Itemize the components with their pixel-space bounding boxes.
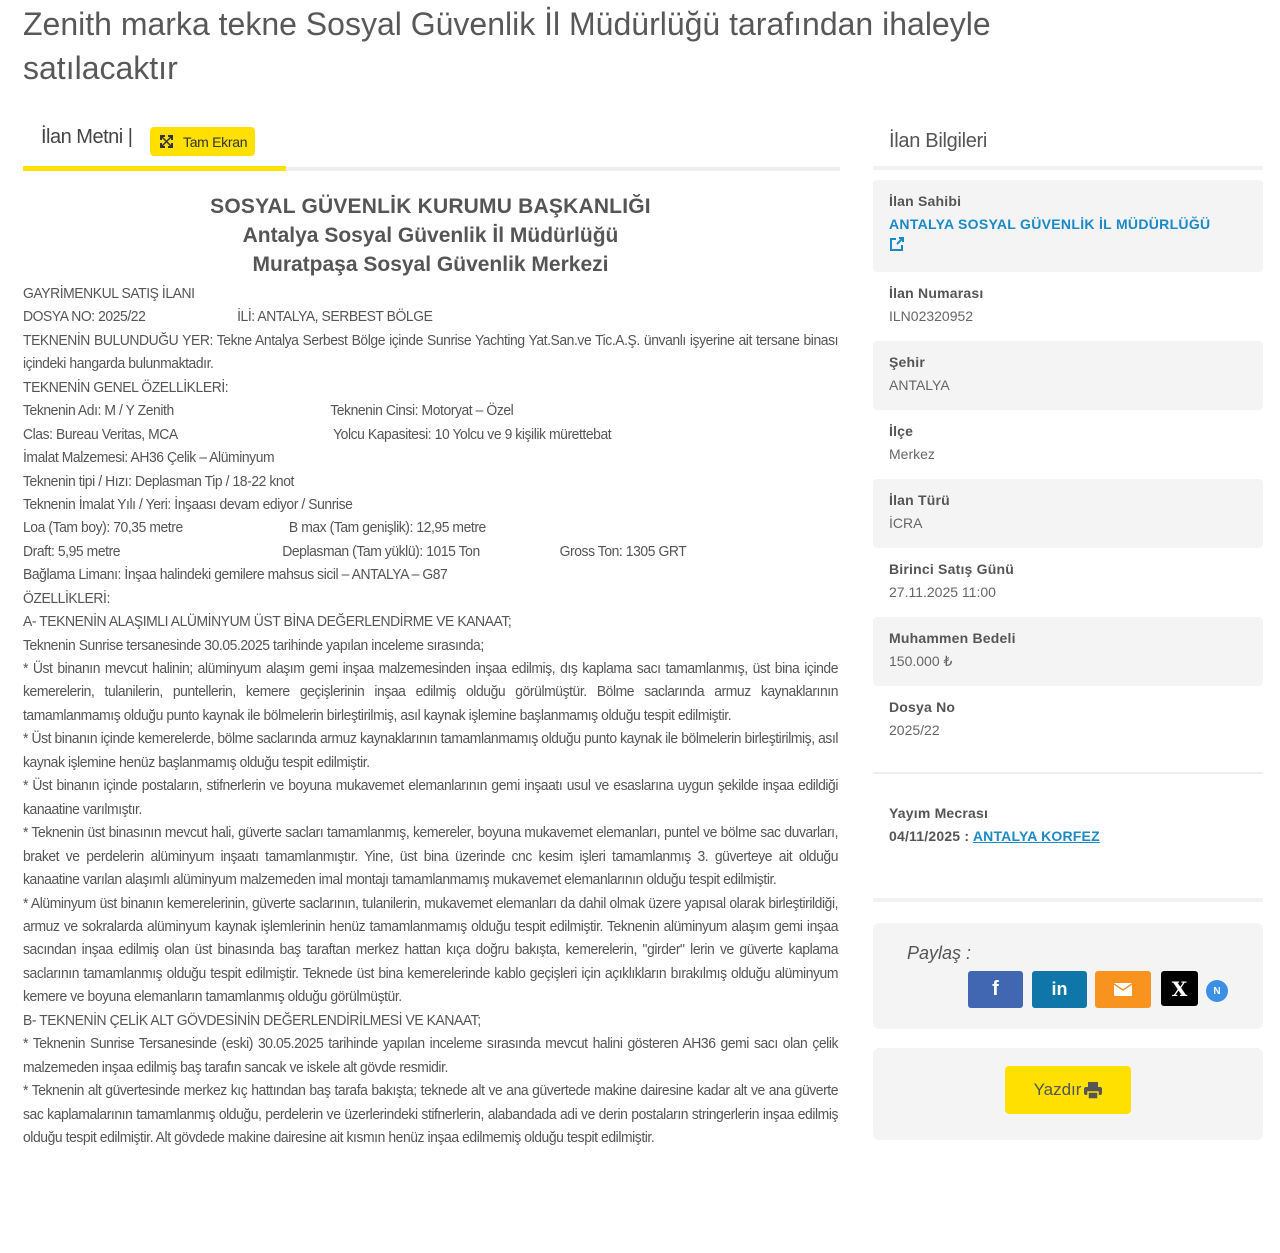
printer-icon bbox=[1084, 1082, 1102, 1099]
doc-line: Teknenin Cinsi: Motoryat – Özel bbox=[330, 403, 514, 420]
info-value: Merkez bbox=[889, 446, 935, 462]
doc-line: B max (Tam genişlik): 12,95 metre bbox=[288, 520, 486, 537]
doc-paragraph: * Üst binanın içinde kemerelerde, bölme saclarında armuz kaynaklarının tamamlanmamış olduğu punto kaynak ile bölmelerin birleştirilmiş, asıl kaynak işlemine henüz başlanmamış olduğu tespit edilmiştir. bbox=[23, 731, 839, 771]
doc-line: İmalat Malzemesi: AH36 Çelik – Alüminyum bbox=[23, 450, 275, 467]
fullscreen-label: Tam Ekran bbox=[183, 133, 248, 150]
print-box bbox=[873, 1048, 1263, 1140]
doc-line: İLİ: ANTALYA, SERBEST BÖLGE bbox=[237, 309, 433, 326]
doc-line: ÖZELLİKLERİ: bbox=[23, 590, 110, 607]
x-share-button[interactable] bbox=[1161, 971, 1198, 1006]
linkedin-icon: in bbox=[1051, 979, 1068, 999]
info-value: 2025/22 bbox=[889, 722, 940, 738]
doc-line: Teknenin tipi / Hızı: Deplasman Tip / 18-22 knot bbox=[23, 473, 294, 490]
doc-header-3: Muratpaşa Sosyal Güvenlik Merkezi bbox=[252, 253, 609, 276]
facebook-share-button[interactable] bbox=[968, 971, 1023, 1008]
doc-line: Loa (Tam boy): 70,35 metre bbox=[23, 520, 183, 537]
doc-line: DOSYA NO: 2025/22 bbox=[23, 309, 146, 326]
tab-bar bbox=[23, 118, 840, 171]
info-label: Muhammen Bedeli bbox=[889, 630, 1016, 646]
email-share-button[interactable] bbox=[1095, 971, 1151, 1008]
print-label: Yazdır bbox=[1033, 1080, 1082, 1099]
info-label: Yayım Mecrası bbox=[889, 805, 989, 821]
info-owner bbox=[873, 180, 1263, 272]
info-row bbox=[873, 410, 1263, 479]
doc-line: TEKNENİN GENEL ÖZELLİKLERİ: bbox=[23, 379, 229, 396]
doc-line: A- TEKNENİN ALAŞIMLI ALÜMİNYUM ÜST BİNA DEĞERLENDİRME VE KANAAT; bbox=[23, 614, 512, 631]
doc-line: Teknenin İmalat Yılı / Yeri: İnşaası devam ediyor / Sunrise bbox=[23, 496, 353, 513]
doc-paragraph: * Alüminyum üst binanın kemerelerinin, güverte saclarının, tulanilerin, mukavemet elemanları da dahil olmak üzere yapısal olarak birleştirildiği, armuz ve sokralarda alüminyum kaynak işlemlerinin henüz tamamlanmamış olduğu tespit edilmiştir. Teknenin alüminyum alaşım gemi inşaa sacından inşaa edilmiş olan üst binasında baş taraftan merkez hattan kıça doğru bakışta, kemerelerin, "girder" lerin ve güverte kaplama saclarının tamamlanmış olduğu tespit edilmiştir. Teknede üst bina kemerelerinde kablo geçişleri için açıklıkların bırakılmış olduğu alüminyum kemere ve boyuna elemanların tamamlanmış olduğu görülmüştür. bbox=[23, 895, 839, 1006]
page-title: Zenith marka tekne Sosyal Güvenlik İl Müdürlüğü tarafından ihaleyle satılacaktır bbox=[23, 6, 991, 86]
publication-date: 04/11/2025 : bbox=[889, 828, 970, 844]
linkedin-share-button[interactable] bbox=[1032, 971, 1087, 1008]
email-icon bbox=[1114, 983, 1132, 996]
info-row bbox=[873, 341, 1263, 410]
external-link-icon[interactable] bbox=[889, 237, 904, 252]
facebook-icon: f bbox=[992, 978, 999, 1000]
announcement-text bbox=[23, 192, 838, 1151]
info-label: İlçe bbox=[889, 423, 914, 439]
doc-line: Gross Ton: 1305 GRT bbox=[559, 543, 687, 560]
info-publication bbox=[873, 774, 1263, 902]
doc-line: GAYRİMENKUL SATIŞ İLANI bbox=[23, 286, 195, 302]
owner-link[interactable]: ANTALYA SOSYAL GÜVENLİK İL MÜDÜRLÜĞÜ bbox=[889, 216, 1211, 232]
info-value: ILN02320952 bbox=[889, 308, 974, 324]
listing-info-panel bbox=[873, 118, 1263, 902]
doc-paragraph: * Teknenin üst binasının mevcut hali, güverte sacları tamamlanmış, kemereler, boyuna mukavemet elemanları, puntel ve bölme sac duvarları, braket ve perdelerin alüminyum inşaatı tamamlanmıştır. Yine, üst bina üzerinde cnc kesim işleri tamamlanmış 3. güverteye ait olduğu kanaatine varılan alaşımlı alüminyum malzemeden imal montajı tamamlanmamış mukavemet elemanlarının olduğu tespit edilmiştir. bbox=[23, 825, 839, 889]
doc-line: Bağlama Limanı: İnşaa halindeki gemilere mahsus sicil – ANTALYA – G87 bbox=[23, 567, 448, 584]
doc-paragraph: * Teknenin alt güvertesinde merkez kıç hattından baş tarafa bakışta; teknede alt ve ana güvertede makine dairesine kadar alt ve ana güverte sac kaplamalarının tamamlanmış olduğu, perdelerin ve üzerlerindeki stifnerlerin, alabandada adi ve derin postaların stringerlerin inşaa edilmiş olduğu tespit edilmiştir. Alt gövdede makine dairesine ait kısmın henüz inşaa edilmemiş olduğu tespit edilmiştir. bbox=[23, 1083, 839, 1147]
doc-line: Yolcu Kapasitesi: 10 Yolcu ve 9 kişilik mürettebat bbox=[333, 426, 612, 443]
doc-paragraph: * Üst binanın içinde postaların, stifnerlerin ve boyuna mukavemet elemanlarının gemi inşaatı usul ve esaslarına uygun şekilde inşaa edildiği kanaatine varılmıştır. bbox=[23, 778, 839, 818]
doc-header-1: SOSYAL GÜVENLİK KURUMU BAŞKANLIĞI bbox=[210, 195, 651, 218]
doc-header-2: Antalya Sosyal Güvenlik İl Müdürlüğü bbox=[242, 224, 619, 247]
info-label: İlan Türü bbox=[889, 492, 950, 508]
fullscreen-button[interactable] bbox=[150, 127, 255, 156]
publication-link[interactable]: ANTALYA KORFEZ bbox=[972, 828, 1100, 844]
tab-label: İlan Metni | bbox=[41, 126, 133, 148]
tab-ilan-metni[interactable] bbox=[23, 118, 286, 171]
expand-icon bbox=[160, 135, 173, 148]
info-label: Birinci Satış Günü bbox=[889, 561, 1014, 577]
doc-line: Draft: 5,95 metre bbox=[23, 543, 121, 560]
doc-line: B- TEKNENİN ÇELİK ALT GÖVDESİNİN DEĞERLENDİRİLMESİ VE KANAAT; bbox=[23, 1012, 481, 1029]
doc-line: Clas: Bureau Veritas, MCA bbox=[23, 426, 178, 443]
x-icon: X bbox=[1171, 976, 1188, 1001]
share-label: Paylaş : bbox=[907, 943, 972, 963]
doc-line: Deplasman (Tam yüklü): 1015 Ton bbox=[282, 543, 480, 560]
doc-paragraph: TEKNENİN BULUNDUĞU YER: Tekne Antalya Serbest Bölge içinde Sunrise Yachting Yat.San.ve Tic.A.Ş. ünvanlı işyerine ait tersane binası içindeki hangarda bulunmaktadır. bbox=[23, 332, 839, 373]
info-label: İlan Numarası bbox=[889, 285, 984, 301]
info-label: Dosya No bbox=[889, 699, 956, 715]
info-row bbox=[873, 479, 1263, 548]
news-share-icon[interactable]: N bbox=[1206, 980, 1228, 1002]
share-box bbox=[873, 923, 1263, 1029]
info-row bbox=[873, 548, 1263, 617]
info-label: Şehir bbox=[889, 354, 926, 370]
doc-paragraph: * Teknenin Sunrise Tersanesinde (eski) 30.05.2025 tarihinde yapılan inceleme sırasında mevcut halini gösteren AH36 gemi sacı olan çelik malzemeden inşaa edilmiş baş tarafın sancak ve iskele alt gövde resmidir. bbox=[23, 1036, 839, 1076]
panel-title: İlan Bilgileri bbox=[873, 118, 1263, 170]
doc-line: Teknenin Adı: M / Y Zenith bbox=[23, 403, 174, 420]
info-value: 27.11.2025 11:00 bbox=[889, 584, 996, 600]
info-row bbox=[873, 617, 1263, 686]
info-value: ANTALYA bbox=[889, 377, 950, 393]
doc-paragraph: * Üst binanın mevcut halinin; alüminyum alaşım gemi inşaa malzemesinden inşaa edilmiş, dış kaplama sacı tamamlanmış, üst bina içinde kemerelerin, tulanilerin, puntellerin, kemere geçişlerinin inşaa edilmiş olduğu görülmüştür. Bölme saclarında armuz kaynaklarının tamamlanmamış olduğu punto kaynak ile bölmelerin birleştirilmiş, asıl kaynak işlemine başlanmamış olduğu tespit edilmiştir. bbox=[23, 661, 839, 724]
info-value: 150.000 ₺ bbox=[889, 653, 953, 669]
info-label: İlan Sahibi bbox=[889, 193, 962, 209]
info-row bbox=[873, 686, 1263, 774]
doc-line: Teknenin Sunrise tersanesinde 30.05.2025 tarihinde yapılan inceleme sırasında; bbox=[23, 637, 484, 654]
info-value: İCRA bbox=[889, 515, 923, 531]
info-row bbox=[873, 272, 1263, 341]
print-button[interactable] bbox=[1005, 1066, 1131, 1114]
